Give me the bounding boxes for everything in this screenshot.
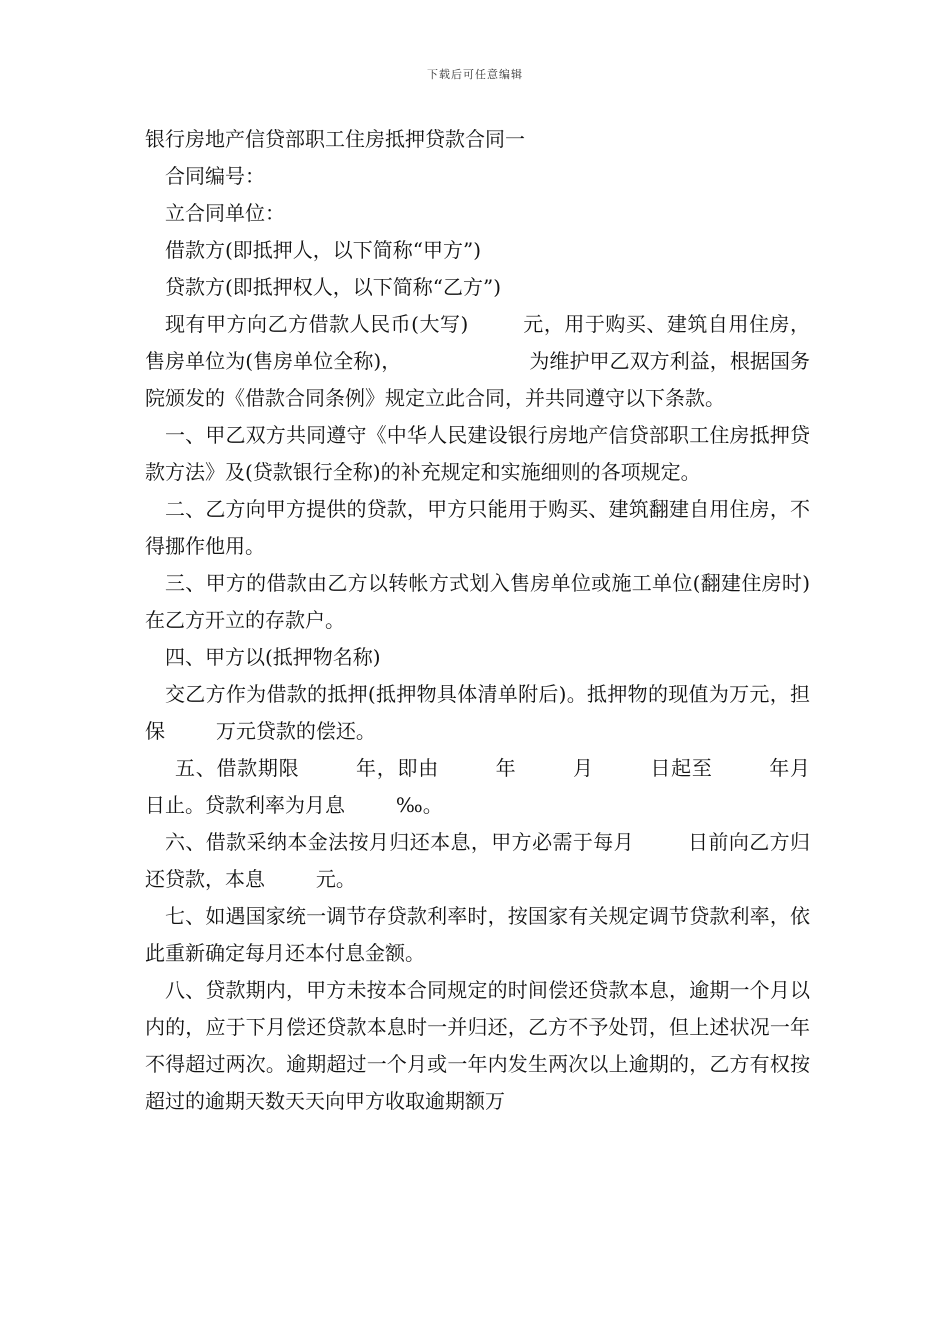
- clause-8: 八、贷款期内，甲方未按本合同规定的时间偿还贷款本息，逾期一个月以内的，应于下月偿还贷款本息时一并归还，乙方不予处罚，但上述状况一年不得超过两次。逾期超过一个月或一年内发生两次以上逾期的，乙方有权按超过的逾期天数天天向甲方收取逾期额万: [145, 978, 810, 1113]
- clause-2: 二、乙方向甲方提供的贷款，甲方只能用于购买、建筑翻建自用住房，不得挪作他用。: [145, 497, 810, 558]
- document-title: 银行房地产信贷部职工住房抵押贷款合同一: [145, 127, 525, 151]
- paragraph-preamble: 现有甲方向乙方借款人民币(大写) 元，用于购买、建筑自用住房，售房单位为(售房单位全称)， 为维护甲乙双方利益，根据国务院颁发的《借款合同条例》规定立此合同，并共同遵守以下条款。: [145, 312, 810, 410]
- contract-document: [145, 121, 861, 1120]
- paragraph-lender: 贷款方(即抵押权人，以下简称“乙方”): [165, 275, 502, 299]
- clause-6: 六、借款采纳本金法按月归还本息，甲方必需于每月 日前向乙方归还贷款，本息 元。: [145, 830, 810, 891]
- clause-7: 七、如遇国家统一调节存贷款利率时，按国家有关规定调节贷款利率，依此重新确定每月还本付息金额。: [145, 904, 810, 965]
- clause-3: 三、甲方的借款由乙方以转帐方式划入售房单位或施工单位(翻建住房时)在乙方开立的存款户。: [145, 571, 810, 632]
- paragraph-contract-number: 合同编号：: [165, 164, 265, 188]
- clause-5: 五、借款期限 年，即由 年 月 日起至 年月 日止。贷款利率为月息 ‰。: [145, 756, 861, 817]
- paragraph-borrower: 借款方(即抵押人，以下简称“甲方”): [165, 238, 482, 262]
- page-header: 下载后可任意编辑: [427, 68, 523, 81]
- clause-4: 四、甲方以(抵押物名称): [165, 645, 381, 669]
- clause-1: 一、甲乙双方共同遵守《中华人民建设银行房地产信贷部职工住房抵押贷款方法》及(贷款银行全称)的补充规定和实施细则的各项规定。: [145, 423, 810, 484]
- clause-4-continued: 交乙方作为借款的抵押(抵押物具体清单附后)。抵押物的现值为万元，担保 万元贷款的偿还。: [145, 682, 810, 743]
- paragraph-contracting-units: 立合同单位：: [165, 201, 285, 225]
